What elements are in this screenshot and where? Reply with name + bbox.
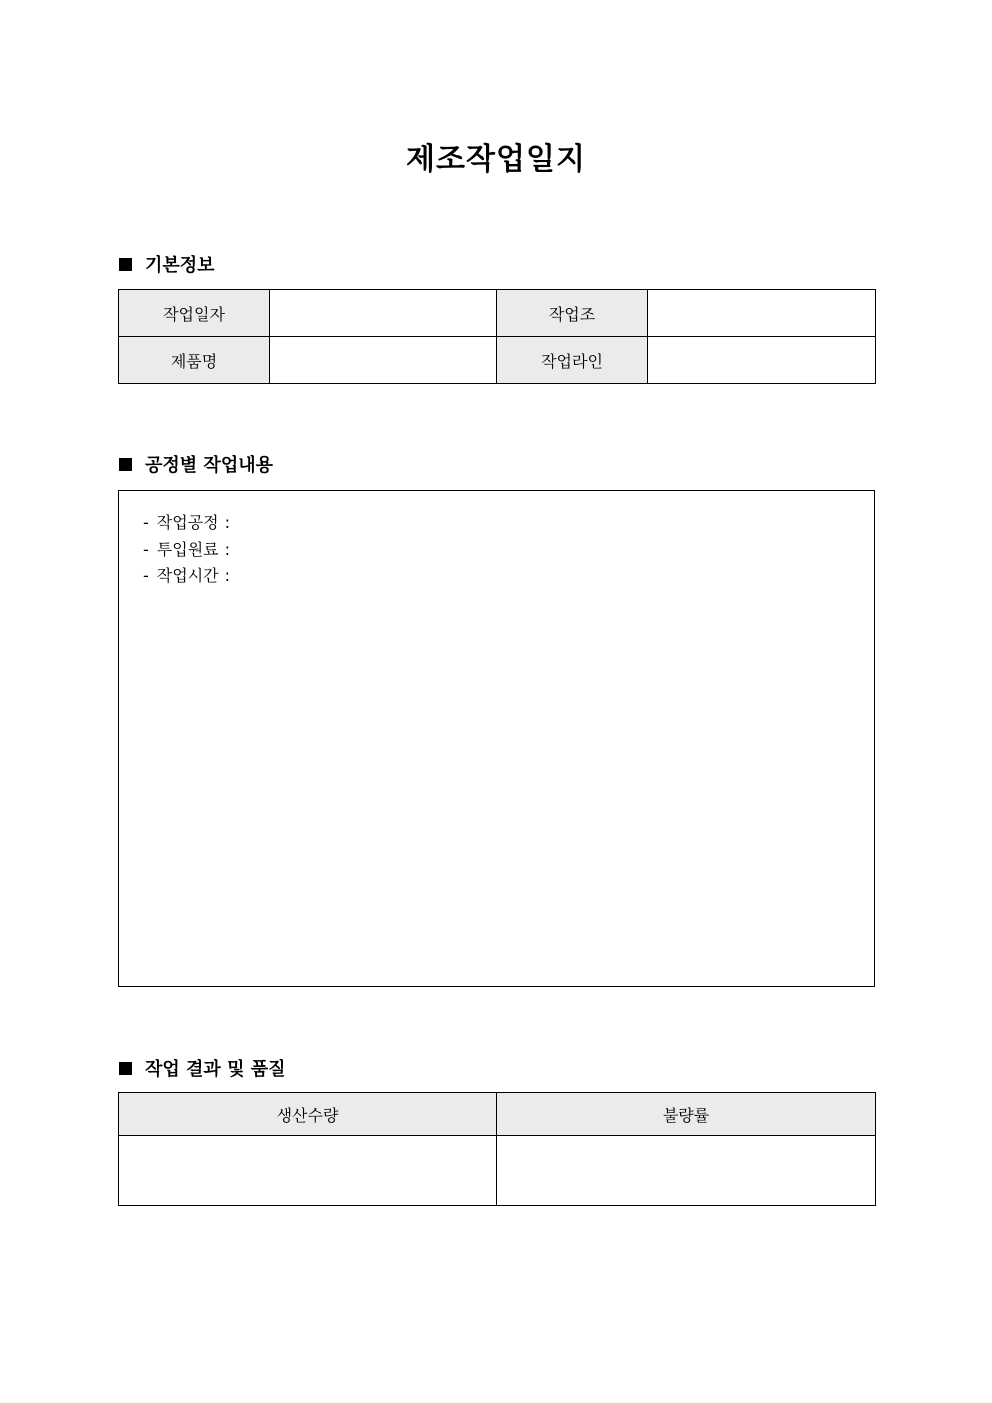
page-title: 제조작업일지 (406, 142, 586, 177)
section-heading-result-quality (119, 1056, 286, 1080)
production-qty-field[interactable] (119, 1136, 497, 1206)
section-title: 작업 결과 및 품질 (145, 1059, 286, 1080)
process-label: 작업공정 (156, 513, 219, 532)
square-bullet-icon (119, 458, 132, 471)
section-title: 기본정보 (145, 255, 215, 276)
production-qty-label: 생산수량 (119, 1093, 497, 1136)
list-item: - 투입원료 : (143, 539, 230, 559)
section-heading-basic-info (119, 252, 215, 276)
process-work-list (143, 510, 230, 590)
process-work-box[interactable] (118, 490, 875, 987)
table-row (119, 337, 876, 384)
table-header-row (119, 1093, 876, 1136)
work-shift-label: 작업조 (497, 290, 648, 337)
list-item: - 작업공정 : (143, 513, 230, 532)
work-date-label: 작업일자 (119, 290, 270, 337)
work-line-label: 작업라인 (497, 337, 648, 384)
table-row (119, 290, 876, 337)
product-name-label: 제품명 (119, 337, 270, 384)
work-line-field[interactable] (648, 337, 876, 384)
work-time-label: 작업시간 (156, 566, 219, 585)
basic-info-table (118, 289, 876, 384)
section-heading-process-work (119, 452, 273, 476)
table-row (119, 1136, 876, 1206)
square-bullet-icon (119, 1062, 132, 1075)
square-bullet-icon (119, 258, 132, 271)
work-date-field[interactable] (270, 290, 497, 337)
defect-rate-field[interactable] (497, 1136, 876, 1206)
work-shift-field[interactable] (648, 290, 876, 337)
product-name-field[interactable] (270, 337, 497, 384)
result-quality-table (118, 1092, 876, 1206)
defect-rate-label: 불량률 (497, 1093, 876, 1136)
material-label: 투입원료 (156, 539, 219, 559)
section-title: 공정별 작업내용 (145, 455, 273, 476)
list-item: - 작업시간 : (143, 566, 230, 585)
